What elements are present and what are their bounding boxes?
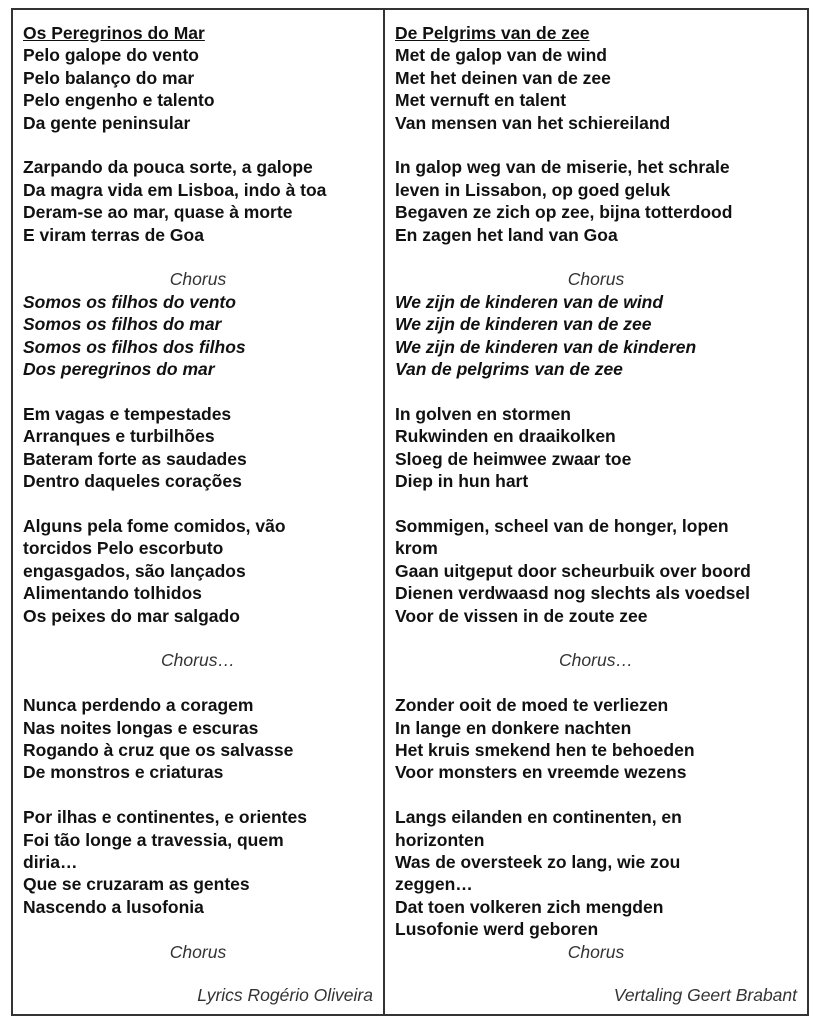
lyric-line: Was de oversteek zo lang, wie zou (395, 851, 681, 872)
stanza-gap (395, 627, 807, 649)
lyric-line: Foi tão longe a travessia, quem (23, 829, 284, 850)
lyric-line: Gaan uitgeput door scheurbuik over boord (395, 560, 751, 581)
portuguese-column (13, 10, 385, 1014)
stanza-gap (395, 672, 807, 694)
lyric-line: leven in Lissabon, op goed geluk (395, 179, 671, 200)
stanza-gap (23, 784, 383, 806)
lyric-line: Nascendo a lusofonia (23, 896, 204, 917)
lyric-line: Que se cruzaram as gentes (23, 874, 250, 895)
stanza-gap (23, 492, 383, 514)
lyric-line: Begaven ze zich op zee, bijna totterdood (395, 202, 733, 223)
lyric-line: Os peixes do mar salgado (23, 605, 240, 626)
lyric-line: engasgados, são lançados (23, 560, 246, 581)
lyric-line: Diep in hun hart (395, 471, 529, 492)
stanza-gap (23, 246, 383, 268)
lyric-line: horizonten (395, 829, 485, 850)
lyric-line: Pelo galope do vento (23, 45, 199, 66)
lyric-line: Met de galop van de wind (395, 45, 607, 66)
stanza-gap (23, 918, 383, 940)
lyric-line: Voor de vissen in de zoute zee (395, 605, 648, 626)
lyric-line: Dat toen volkeren zich mengden (395, 896, 664, 917)
chorus-label: Chorus (567, 941, 625, 962)
lyric-line: zeggen… (395, 874, 473, 895)
lyric-line: We zijn de kinderen van de zee (395, 314, 652, 335)
lyric-line: Deram-se ao mar, quase à morte (23, 202, 293, 223)
lyric-line: diria… (23, 851, 78, 872)
lyric-line: In golven en stormen (395, 403, 571, 424)
lyrics-sheet (11, 8, 809, 1016)
lyric-line: Rukwinden en draaikolken (395, 426, 616, 447)
lyric-line: Rogando à cruz que os salvasse (23, 739, 294, 760)
chorus-label: Chorus… (161, 650, 235, 671)
lyric-line: Nas noites longas e escuras (23, 717, 259, 738)
lyric-line: Da gente peninsular (23, 112, 191, 133)
lyric-line: Da magra vida em Lisboa, indo à toa (23, 179, 327, 200)
lyric-line: Dienen verdwaasd nog slechts als voedsel (395, 583, 750, 604)
stanza-gap (23, 134, 383, 156)
lyric-line: Het kruis smekend hen te behoeden (395, 739, 695, 760)
lyric-line: Zarpando da pouca sorte, a galope (23, 157, 313, 178)
chorus-label: Chorus… (559, 650, 633, 671)
lyric-line: In lange en donkere nachten (395, 717, 632, 738)
stanza-gap (23, 672, 383, 694)
lyric-line: Somos os filhos do mar (23, 314, 222, 335)
lyric-line: In galop weg van de miserie, het schrale (395, 157, 730, 178)
lyric-line: Bateram forte as saudades (23, 448, 247, 469)
stanza-gap (395, 380, 807, 402)
lyric-line: Somos os filhos dos filhos (23, 336, 246, 357)
lyric-line: We zijn de kinderen van de kinderen (395, 336, 697, 357)
lyric-line: De monstros e criaturas (23, 762, 224, 783)
lyric-line: We zijn de kinderen van de wind (395, 291, 664, 312)
lyric-line: Zonder ooit de moed te verliezen (395, 695, 669, 716)
lyric-line: Arranques e turbilhões (23, 426, 215, 447)
lyric-line: Voor monsters en vreemde wezens (395, 762, 687, 783)
lyric-line: En zagen het land van Goa (395, 224, 618, 245)
lyric-line: Pelo balanço do mar (23, 67, 195, 88)
lyric-line: Dos peregrinos do mar (23, 359, 215, 380)
chorus-label: Chorus (567, 269, 625, 290)
dutch-column (385, 10, 807, 1014)
lyric-line: Sloeg de heimwee zwaar toe (395, 448, 632, 469)
lyric-line: Nunca perdendo a coragem (23, 695, 254, 716)
song-title: De Pelgrims van de zee (395, 23, 590, 43)
stanza-gap (23, 380, 383, 402)
lyric-line: Por ilhas e continentes, e orientes (23, 807, 307, 828)
stanza-gap (23, 627, 383, 649)
lyric-line: Alimentando tolhidos (23, 583, 202, 604)
lyric-line: Met vernuft en talent (395, 90, 567, 111)
lyric-line: Langs eilanden en continenten, en (395, 807, 682, 828)
credit-line: Lyrics Rogério Oliveira (197, 984, 373, 1005)
chorus-label: Chorus (169, 941, 227, 962)
lyric-line: Dentro daqueles corações (23, 471, 242, 492)
chorus-label: Chorus (169, 269, 227, 290)
lyric-line: krom (395, 538, 438, 559)
stanza-gap (395, 492, 807, 514)
lyric-line: E viram terras de Goa (23, 224, 204, 245)
lyric-line: Alguns pela fome comidos, vão (23, 515, 286, 536)
lyric-line: Somos os filhos do vento (23, 291, 236, 312)
lyric-line: Pelo engenho e talento (23, 90, 215, 111)
lyric-line: Em vagas e tempestades (23, 403, 232, 424)
lyric-line: Met het deinen van de zee (395, 67, 611, 88)
lyric-line: Van de pelgrims van de zee (395, 359, 623, 380)
stanza-gap (395, 134, 807, 156)
lyric-line: Van mensen van het schiereiland (395, 112, 671, 133)
song-title: Os Peregrinos do Mar (23, 23, 205, 43)
lyric-line: torcidos Pelo escorbuto (23, 538, 224, 559)
stanza-gap (395, 784, 807, 806)
credit-line: Vertaling Geert Brabant (613, 984, 797, 1005)
lyric-line: Sommigen, scheel van de honger, lopen (395, 515, 729, 536)
lyric-line: Lusofonie werd geboren (395, 919, 599, 940)
stanza-gap (395, 246, 807, 268)
